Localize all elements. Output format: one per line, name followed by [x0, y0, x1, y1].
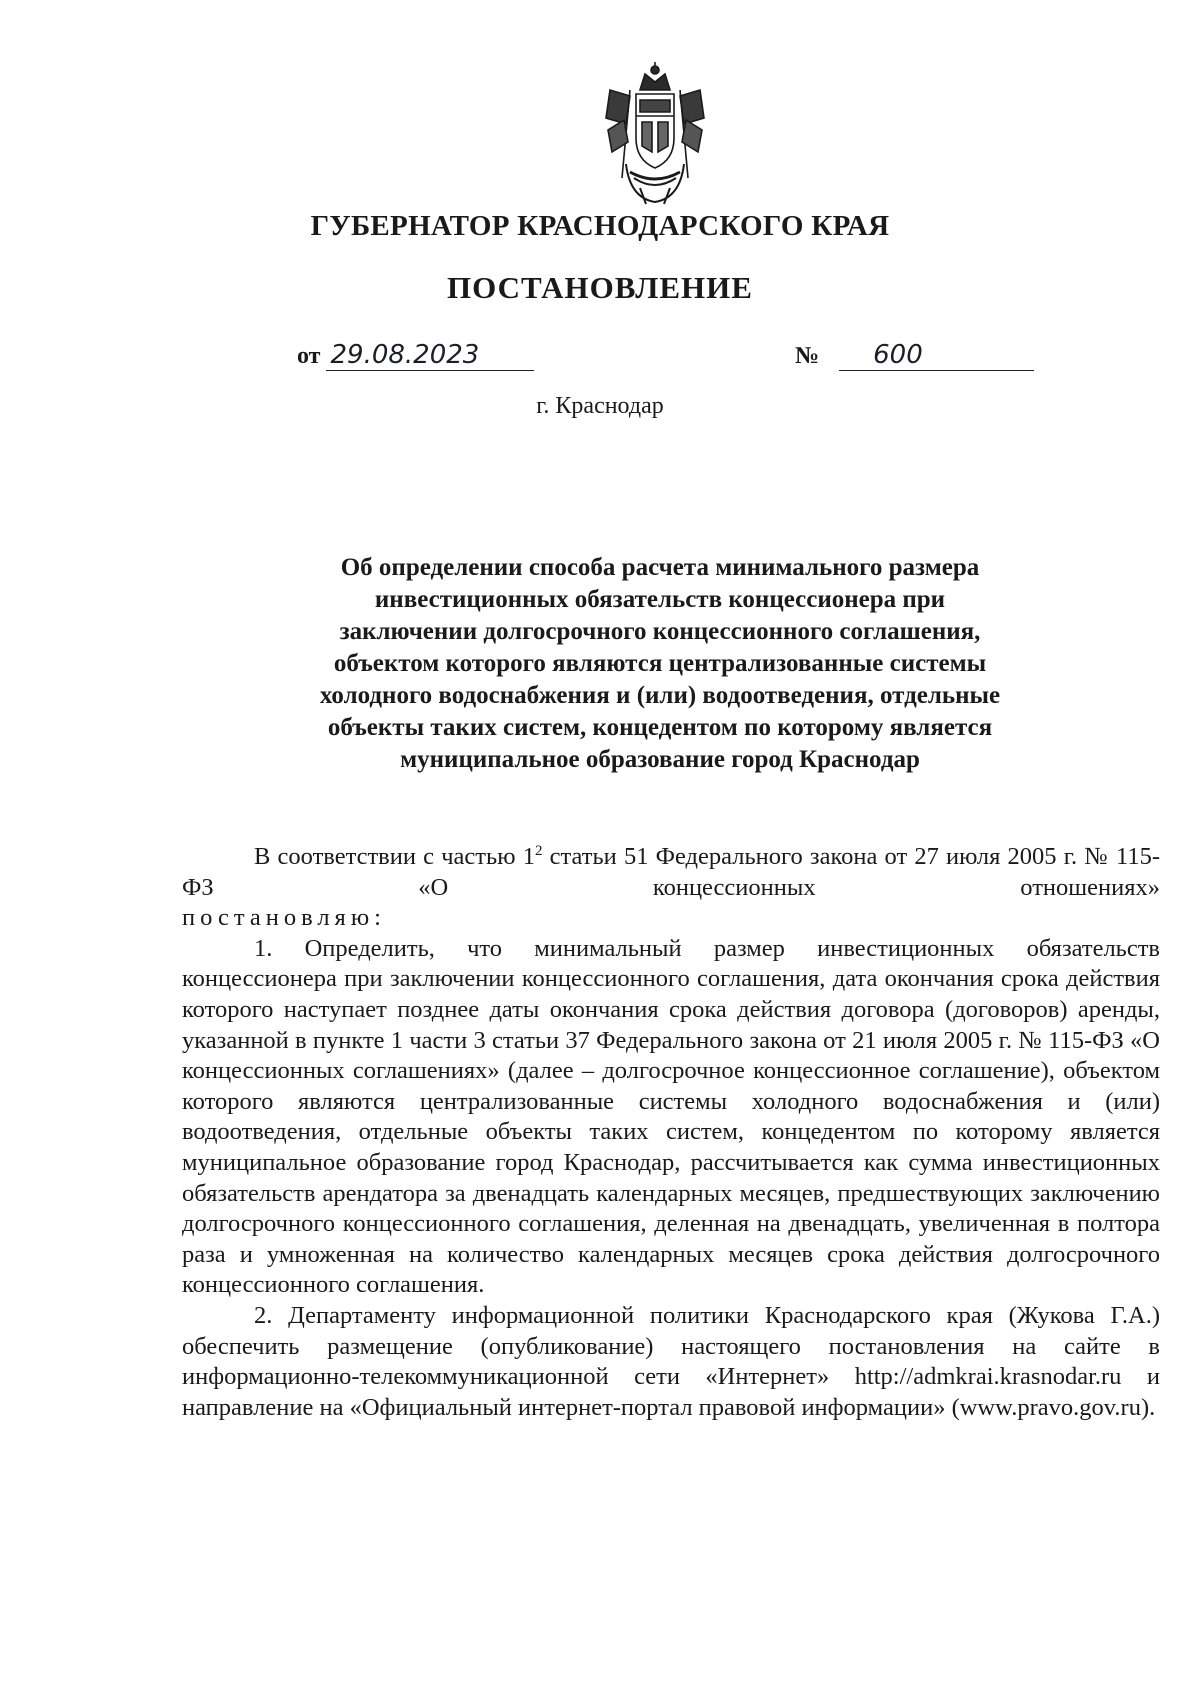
- decree-word-paragraph: [182, 903, 1160, 934]
- document-type: ПОСТАНОВЛЕНИЕ: [447, 270, 753, 305]
- body-paragraph: 1. Определить, что минимальный размер инвестиционных обязательств концессионера при заключении концессионного соглашения, дата окончания срока действия которого наступает позднее даты окончания срока действия договора (договоров) аренды, указанной в пункте 1 части 3 статьи 37 Федерального закона от 21 июля 2005 г. № 115-ФЗ «О концессионных соглашениях» (далее – долгосрочное концессионное соглашение), объектом которого являются централизованные системы холодного водоснабжения и (или) водоотведения, отдельные объекты таких систем, концедентом по которому является муниципальное образование город Краснодар, рассчитывается как сумма инвестиционных обязательств арендатора за двенадцать календарных месяцев, предшествующих заключению долгосрочного концессионного соглашения, деленная на двенадцать, увеличенная в полтора раза и умноженная на количество календарных месяцев срока действия долгосрочного концессионного соглашения.: [182, 934, 1160, 1299]
- coat-of-arms-emblem: [600, 60, 710, 210]
- preamble-text-end: статьи 51 Федерального закона от 27 июля 2005 г. № 115-ФЗ «О концессионных отношениях»: [182, 843, 1160, 901]
- document-title: [270, 552, 1050, 776]
- decree-word: постановляю:: [182, 904, 386, 932]
- organization-name: ГУБЕРНАТОР КРАСНОДАРСКОГО КРАЯ: [310, 210, 890, 242]
- title-line: заключении долгосрочного концессионного соглашения,: [339, 618, 981, 645]
- date-label: от: [297, 343, 321, 369]
- title-line: инвестиционных обязательств концессионера при: [374, 586, 946, 613]
- title-line: объектом которого являются централизованные системы: [333, 650, 987, 677]
- title-line: Об определении способа расчета минимального размера: [340, 554, 980, 581]
- title-line: объекты таких систем, концедентом по которому является: [327, 714, 993, 741]
- preamble-superscript: 2: [534, 842, 543, 859]
- issue-city: г. Краснодар: [536, 393, 664, 419]
- document-number: [795, 340, 1034, 371]
- date-handwritten-value: 29.08.2023: [326, 340, 534, 371]
- title-line: муниципальное образование город Краснодар: [400, 746, 920, 773]
- document-date: [297, 340, 534, 371]
- preamble-text-start: В соответствии с частью 1: [254, 843, 535, 870]
- number-handwritten-value: 600: [839, 340, 1034, 371]
- title-line: холодного водоснабжения и (или) водоотведения, отдельные: [319, 682, 1001, 709]
- number-label: №: [795, 343, 820, 369]
- body-paragraph: 2. Департаменту информационной политики Краснодарского края (Жукова Г.А.) обеспечить размещение (опубликование) настоящего постановления на сайте в информационно-телекоммуникационной сети «Интернет» http://admkrai.krasnodar.ru и направление на «Официальный интернет-портал правовой информации» (www.pravo.gov.ru).: [182, 1301, 1160, 1421]
- document-body: [182, 842, 1160, 1423]
- preamble-paragraph: [182, 842, 1160, 903]
